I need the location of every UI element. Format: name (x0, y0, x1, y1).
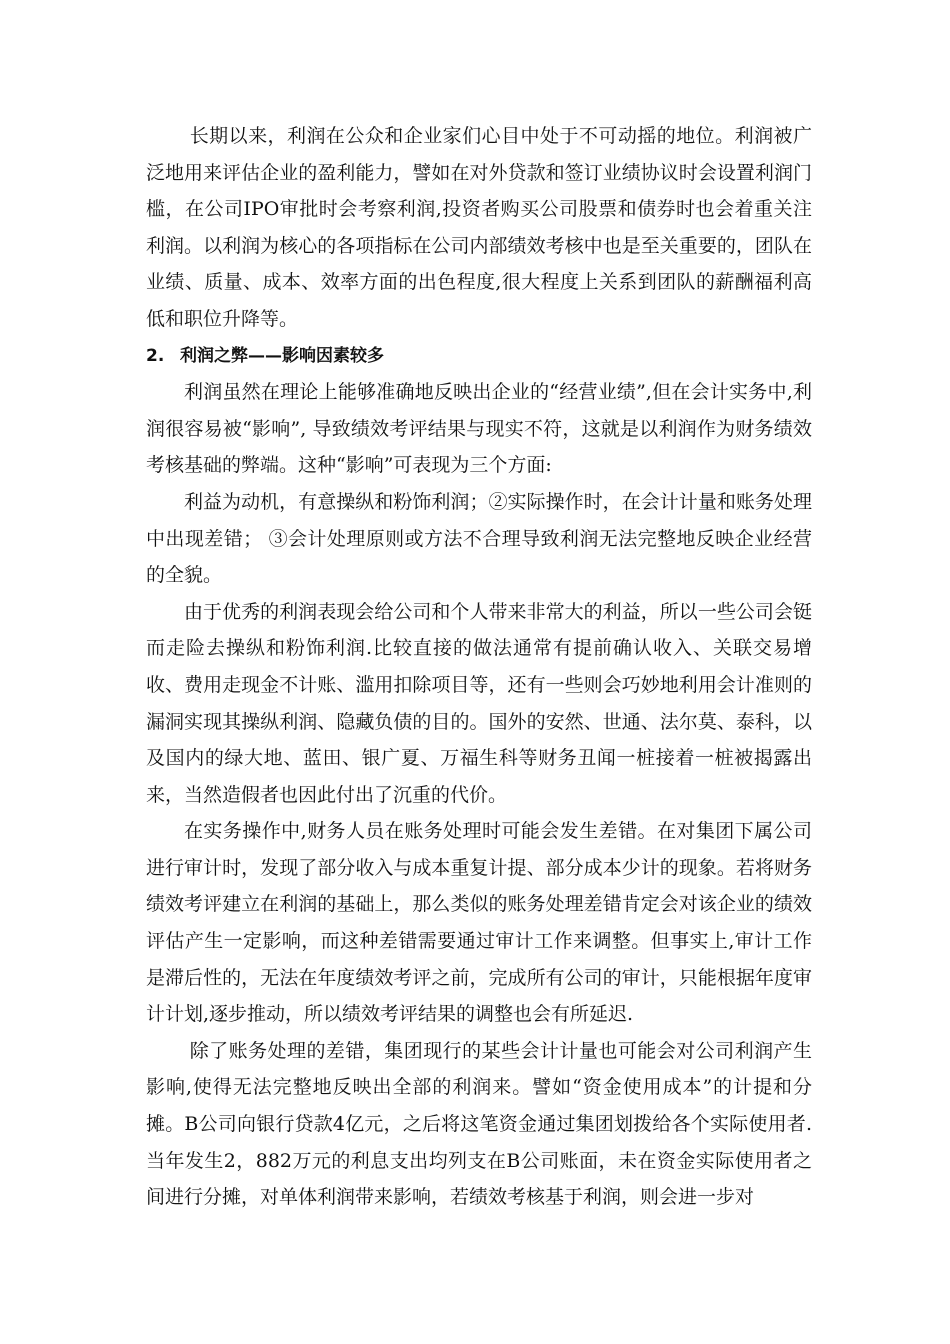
paragraph-three-aspects: 利益为动机，有意操纵和粉饰利润；②实际操作时，在会计计量和账务处理中出现差错； ③会计处理原则或方法不合理导致利润无法完整地反映企业经营的全貌。 (146, 490, 812, 587)
paragraph-capital-cost: 除了账务处理的差错，集团现行的某些会计计量也可能会对公司利润产生影响,使得无法完整地反映出全部的利润来。譬如“资金使用成本”的计提和分摊。B公司向银行贷款4亿元，之后将这笔资金通过集团划拨给各个实际使用者.当年发生2，882万元的利息支出均列支在B公司账面，未在资金实际使用者之间进行分摊，对单体利润带来影响，若绩效考核基于利润，则会进一步对 (146, 1039, 812, 1209)
paragraph-profit-importance: 长期以来，利润在公众和企业家们心目中处于不可动摇的地位。利润被广泛地用来评估企业的盈利能力，譬如在对外贷款和签订业绩协议时会设置利润门槛，在公司IPO审批时会考察利润,投资者购买公司股票和债券时也会着重关注利润。以利润为核心的各项指标在公司内部绩效考核中也是至关重要的，团队在业绩、质量、成本、效率方面的出色程度,很大程度上关系到团队的薪酬福利高低和职位升降等。 (146, 125, 812, 330)
section-heading (146, 338, 812, 375)
paragraph-profit-influence: 利润虽然在理论上能够准确地反映出企业的“经营业绩”,但在会计实务中,利润很容易被“影响”, 导致绩效考评结果与现实不符，这就是以利润作为财务绩效考核基础的弊端。这种“影响”可表现为三个方面: (146, 381, 812, 477)
paragraph-manipulation: 由于优秀的利润表现会给公司和个人带来非常大的利益，所以一些公司会铤而走险去操纵和粉饰利润.比较直接的做法通常有提前确认收入、关联交易增收、费用走现金不计账、滥用扣除项目等，还有一些则会巧妙地利用会计准则的漏洞实现其操纵利润、隐藏负债的目的。国外的安然、世通、法尔莫、泰科，以及国内的绿大地、蓝田、银广夏、万福生科等财务丑闻一桩接着一桩被揭露出来，当然造假者也因此付出了沉重的代价。 (146, 600, 812, 806)
document-body (146, 118, 812, 1216)
paragraph-accounting-errors: 在实务操作中,财务人员在账务处理时可能会发生差错。在对集团下属公司进行审计时，发现了部分收入与成本重复计提、部分成本少计的现象。若将财务绩效考评建立在利润的基础上，那么类似的账务处理差错肯定会对该企业的绩效评估产生一定影响，而这种差错需要通过审计工作来调整。但事实上,审计工作是滞后性的，无法在年度绩效考评之前，完成所有公司的审计，只能根据年度审计计划,逐步推动，所以绩效考评结果的调整也会有所延迟. (146, 820, 812, 1026)
section-heading-number: 2. (146, 345, 165, 366)
section-heading-title: 利润之弊——影响因素较多 (180, 345, 384, 366)
